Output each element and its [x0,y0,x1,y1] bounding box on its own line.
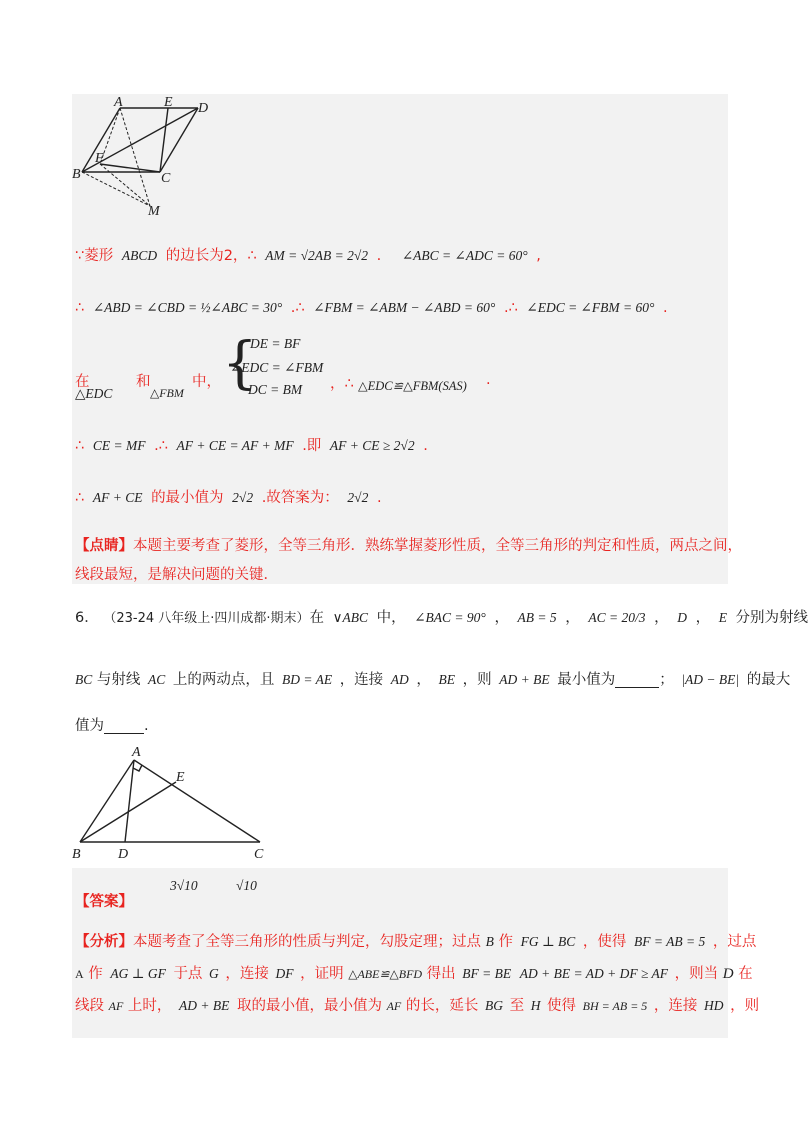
line3-m3: △EDC≌△FBM(SAS) [358,379,467,393]
answer-tag: 【答案】 [75,894,133,910]
text: 线段 [75,998,104,1014]
text: 值为 [75,718,104,734]
text: .∴ [154,438,168,454]
math-expr: D [677,610,687,625]
math-expr: BF = AB = 5 [634,934,706,949]
system-line-1: DE = BF [250,336,301,351]
text: .∴ [503,300,518,316]
text: ，则当 [674,966,719,982]
math-expr: ∠EDC = ∠FBM = 60° [526,300,655,315]
math-expr: AF [386,999,402,1013]
text: ， [654,610,669,626]
text: 使得 [547,998,577,1014]
line3-t4: ，∴ [330,376,354,392]
comment-text: 本题主要考查了菱形，全等三角形．熟练掌握菱形性质，全等三角形的判定和性质，两点之间， [133,538,742,554]
text: ，使得 [582,934,627,950]
math-expr: AD + BE [499,672,550,687]
triangle-figure [70,744,270,864]
math-expr: AD + BE [179,998,230,1013]
text: 中， [376,610,406,626]
analysis-line-2 [75,962,753,983]
text: . [376,248,382,264]
system-brace: { [222,331,258,396]
system-line-3: DC = BM [248,382,303,397]
fig1-label-M: M [148,204,160,219]
math-expr: ∨ABC [332,610,369,625]
line3-t1: 在 [75,374,90,390]
math-expr: A [75,967,84,981]
fig1-label-F: F [95,151,104,166]
math-expr: AF + CE ≥ 2√2 [329,438,415,453]
math-expr: HD [704,998,724,1013]
solution-line-1 [75,244,541,265]
comment-tag: 【点睛】 [75,538,133,554]
answer-value-1: 3√10 [170,878,198,893]
math-expr: ABCD [121,248,158,263]
math-expr: ∠ABD = ∠CBD = ½∠ABC = 30° [92,300,283,315]
fig1-label-D: D [198,101,209,116]
comment-line-1 [75,534,742,555]
math-expr: AB = 5 [517,610,557,625]
math-expr: AF [108,999,124,1013]
text: . [423,438,428,454]
math-expr: AF + CE [92,490,143,505]
text: 的最大 [746,672,791,688]
text: ，连接 [339,672,384,688]
math-expr: ∠BAC = 90° [414,610,486,625]
text: .即 [302,438,322,454]
solution-line-2 [75,300,668,316]
text: 最小值为 [557,672,616,688]
math-expr: AC [147,672,166,687]
text: ，则 [730,998,760,1014]
text: 的最小值为 [151,490,224,506]
math-expr: BE [438,672,456,687]
text: ，连接 [225,966,269,982]
line3-m2: △FBM [150,386,184,400]
math-expr: BH = AB = 5 [582,999,648,1013]
math-expr: 2√2 [347,490,369,505]
answer-blank-1[interactable] [615,673,659,688]
solution-line-4 [75,434,428,455]
question-source: （23-24 八年级上·四川成都·期末） [103,611,310,626]
math-expr: BC [75,672,93,687]
text: ∴ [75,438,85,454]
text: ，证明 [300,966,344,982]
line3-t3: 中， [192,374,221,390]
system-line-2: ∠EDC = ∠FBM [230,360,324,375]
text: 取的最小值，最小值为 [236,998,382,1014]
rhombus-figure [70,94,220,220]
text: .故答案为： [261,490,339,506]
text: . [662,300,668,316]
line3-t5: . [486,372,491,388]
text: ，连接 [653,998,698,1014]
fig2-label-C: C [254,847,264,862]
text: 的边长为2，∴ [165,248,257,264]
math-expr: |AD − BE| [681,672,740,687]
line3-t2: 和 [136,374,151,390]
text: ， [416,672,431,688]
analysis-tag: 【分析】 [75,934,133,950]
text: 在 [738,966,753,982]
fig2-label-E: E [176,770,185,785]
question-6-line-3 [75,714,149,735]
math-expr: △ABE≌△BFD [348,967,423,981]
solution-line-5 [75,486,382,507]
answer-value-2: √10 [236,878,257,893]
fig1-label-A: A [114,95,123,110]
math-expr: CE = MF [92,438,146,453]
text: ∴ [75,300,85,316]
math-expr: B [485,934,494,949]
math-expr: D [722,966,734,982]
text: . [144,718,149,734]
text: 作 [88,966,103,982]
text: 分别为射线 [735,610,808,626]
text: ∴ [75,490,85,506]
fig2-label-B: B [72,847,81,862]
fig2-label-A: A [132,745,141,760]
math-expr: BF = BE [462,966,512,981]
text: 的长，延长 [405,998,479,1014]
comment-line-2: 线段最短，是解决问题的关键． [75,567,278,583]
text: 本题考查了全等三角形的性质与判定，勾股定理；过点 [133,934,481,950]
math-expr: E [718,610,727,625]
fig2-label-D: D [118,847,129,862]
text: 与射线 [96,672,141,688]
question-6-line-1 [75,606,808,627]
text: ； [659,672,674,688]
math-expr: AF + CE = AF + MF [176,438,294,453]
text: 于点 [173,966,203,982]
math-expr: ∠FBM = ∠ABM − ∠ABD = 60° [313,300,496,315]
text: 得出 [426,966,456,982]
math-expr: 2√2 [232,490,254,505]
text: 至 [509,998,525,1014]
text: ， [695,610,711,626]
text: .∴ [290,300,305,316]
text: ，过点 [712,934,757,950]
fig1-label-B: B [72,167,81,182]
text: 上的两动点，且 [172,672,275,688]
answer-blank-2[interactable] [104,719,144,734]
math-expr: AM = √2AB = 2√2 [265,248,369,263]
fig1-label-C: C [161,171,171,186]
question-6-line-2 [75,668,790,689]
text: ， [565,610,580,626]
text: ∵菱形 [75,248,114,264]
text: 在 [309,610,325,626]
line3-m1: △EDC [75,386,113,401]
analysis-line-3 [75,994,759,1015]
math-expr: AD [390,672,409,687]
math-expr: G [209,966,219,981]
math-expr: H [530,998,541,1013]
fig1-label-E: E [164,95,173,110]
math-expr: BD = AE [281,672,333,687]
text: ，则 [462,672,492,688]
math-expr: AD + BE = AD + DF ≥ AF [519,966,668,981]
math-expr: AC = 20/3 [588,610,646,625]
text: 上时， [127,998,172,1014]
math-expr: ∠ABC = ∠ADC = 60° [401,248,528,263]
math-expr: FG ⊥ BC [520,934,576,949]
question-number: 6． [75,610,99,626]
text: , [536,248,541,264]
math-expr: AG ⊥ GF [110,966,166,981]
math-expr: DF [275,966,294,981]
text: ， [494,610,509,626]
analysis-line-1 [75,930,756,951]
text: . [376,490,382,506]
text: 作 [498,934,513,950]
math-expr: BG [484,998,503,1013]
